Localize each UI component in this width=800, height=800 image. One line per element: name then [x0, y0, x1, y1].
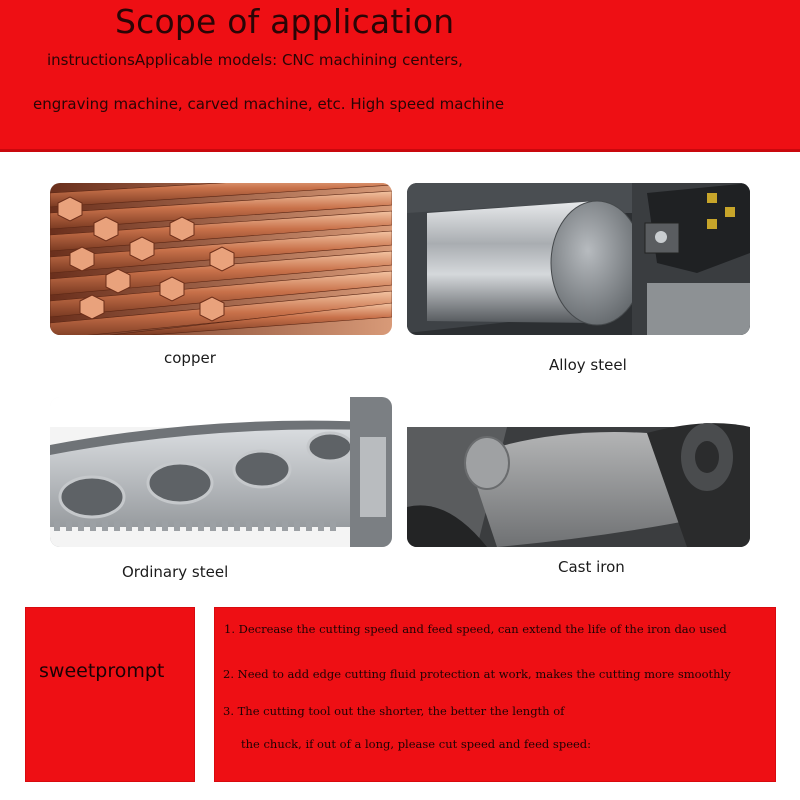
- usage-note-2: 2. Need to add edge cutting fluid protection at work, makes the cutting more smoothly: [223, 667, 731, 681]
- banner-title: Scope of application: [115, 2, 455, 41]
- ordinary-steel-gear-image: [50, 397, 392, 547]
- usage-note-3-continued: the chuck, if out of a long, please cut speed and feed speed:: [241, 737, 592, 751]
- copper-caption: copper: [164, 349, 216, 367]
- usage-notes-box: [214, 607, 776, 782]
- cast-iron-caption: Cast iron: [558, 558, 625, 576]
- cast-iron-wheel-image: [407, 397, 750, 547]
- banner-description-line-1: instructionsApplicable models: CNC machining centers,: [47, 51, 463, 69]
- ordinary-steel-caption: Ordinary steel: [122, 563, 229, 581]
- brand-box: [25, 607, 195, 782]
- usage-note-1: 1. Decrease the cutting speed and feed speed, can extend the life of the iron dao used: [224, 622, 727, 636]
- usage-note-3: 3. The cutting tool out the shorter, the better the length of: [223, 704, 565, 718]
- banner-description-line-2: engraving machine, carved machine, etc. High speed machine: [33, 95, 505, 113]
- top-banner: [0, 0, 800, 152]
- copper-rods-image: [50, 183, 392, 335]
- alloy-steel-cylinder-image: [407, 183, 750, 335]
- brand-name: sweetprompt: [39, 660, 165, 682]
- alloy-steel-caption: Alloy steel: [549, 356, 627, 374]
